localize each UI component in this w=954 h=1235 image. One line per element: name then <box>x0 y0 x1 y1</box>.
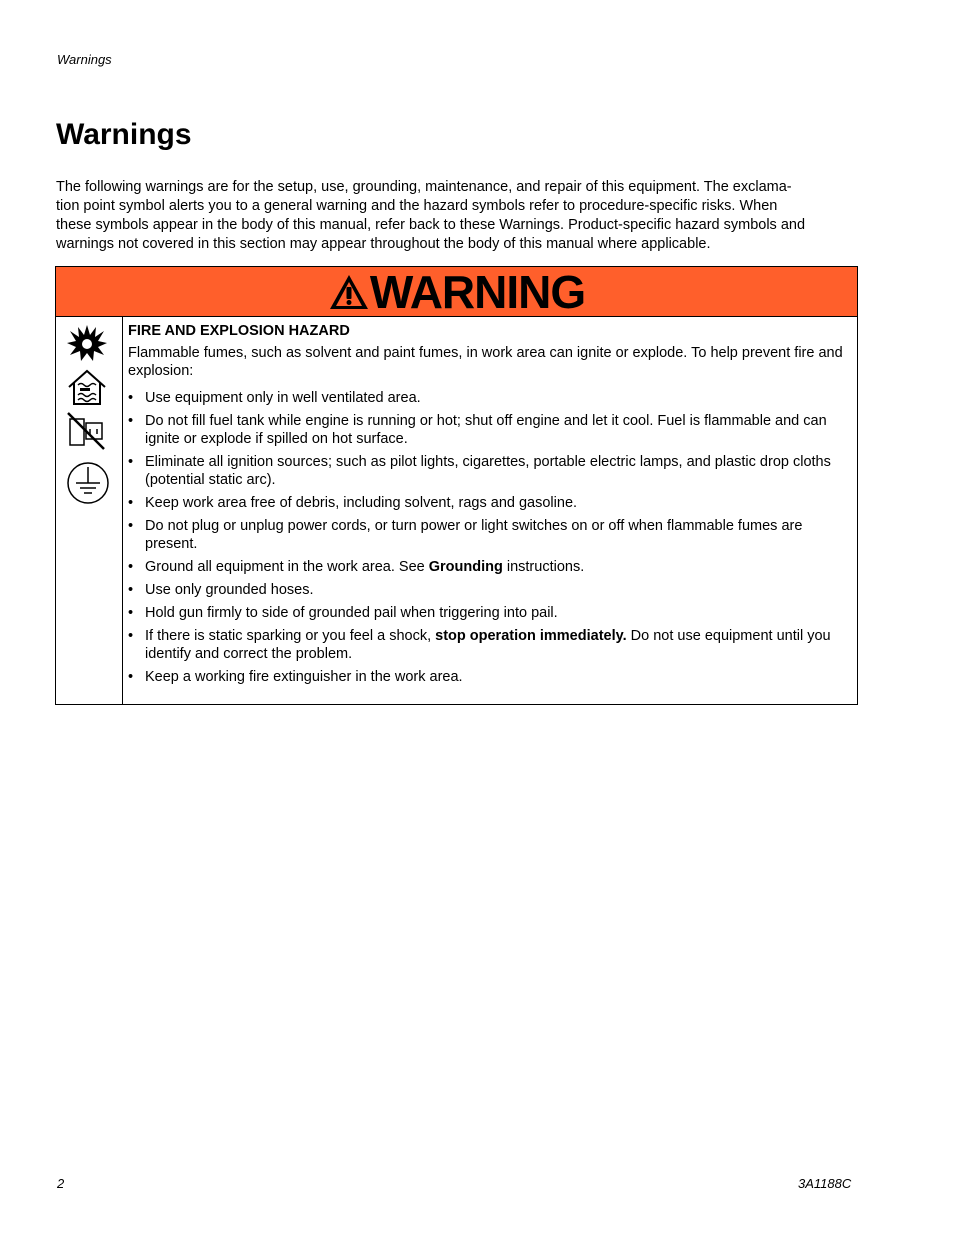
hazard-description: Flammable fumes, such as solvent and paint fumes, in work area can ignite or explode. To help prevent fire and explosion: <box>128 345 843 379</box>
hazard-bullet-item <box>128 668 843 686</box>
bullet-text: Keep work area free of debris, including solvent, rags and gasoline. <box>145 495 578 511</box>
running-head: Warnings <box>57 52 112 67</box>
bullet-text: Use equipment only in well ventilated area. <box>145 390 421 406</box>
explosion-icon <box>66 323 108 363</box>
hazard-title: FIRE AND EXPLOSION HAZARD <box>128 323 350 339</box>
document-id: 3A1188C <box>798 1176 852 1191</box>
bullet-text: Ground all equipment in the work area. See <box>145 559 429 575</box>
intro-paragraph <box>56 178 856 254</box>
hazard-text-column <box>123 317 857 705</box>
ventilation-house-icon <box>66 367 108 407</box>
ground-icon <box>66 461 110 505</box>
warning-table <box>55 266 858 705</box>
bullet-text: Hold gun firmly to side of grounded pail when triggering into pail. <box>145 605 558 621</box>
hazard-bullet-item <box>128 604 843 622</box>
hazard-icon-column <box>56 317 123 705</box>
page-number: 2 <box>57 1176 65 1191</box>
hazard-bullet-item <box>128 389 843 407</box>
hazard-bullet-item <box>128 558 843 576</box>
bullet-text: Do not use equipment until you identify and correct the problem. <box>145 628 831 662</box>
bullet-text: If there is static sparking or you feel a shock, <box>145 628 436 644</box>
intro-line: these symbols appear in the body of this manual, refer back to these Warnings. Product-specific hazard symbols and <box>56 217 806 233</box>
no-plug-switch-icon <box>66 411 108 451</box>
hazard-bullet-item <box>128 517 843 553</box>
bullet-text: instructions. <box>502 559 585 575</box>
hazard-bullet-item <box>128 581 843 599</box>
bullet-text: Do not fill fuel tank while engine is running or hot; shut off engine and let it cool. Fuel is flammable and can ignite or explode if spilled on hot surface. <box>145 413 827 447</box>
bullet-text: Do not plug or unplug power cords, or turn power or light switches on or off when flammable fumes are present. <box>145 518 803 552</box>
bullet-emphasis: Grounding <box>428 559 503 575</box>
warning-body <box>56 317 857 705</box>
exclamation-triangle-icon <box>328 273 370 311</box>
bullet-text: Use only grounded hoses. <box>145 582 314 598</box>
bullet-emphasis: stop operation immediately. <box>435 628 627 644</box>
warning-word: WARNING <box>369 265 586 318</box>
intro-line: The following warnings are for the setup, use, grounding, maintenance, and repair of this equipment. The exclama- <box>56 179 792 195</box>
hazard-bullet-item <box>128 453 843 489</box>
hazard-bullet-list <box>128 389 843 686</box>
page-title: Warnings <box>56 118 192 151</box>
bullet-text: Eliminate all ignition sources; such as pilot lights, cigarettes, portable electric lamps, and plastic drop cloths (potential static arc). <box>145 454 831 488</box>
warning-header <box>56 267 857 317</box>
hazard-bullet-item <box>128 494 843 512</box>
hazard-bullet-item <box>128 627 843 663</box>
intro-line: warnings not covered in this section may appear throughout the body of this manual where applicable. <box>56 236 711 252</box>
bullet-text: Keep a working fire extinguisher in the work area. <box>145 669 463 685</box>
intro-line: tion point symbol alerts you to a general warning and the hazard symbols refer to procedure-specific risks. When <box>56 198 778 214</box>
hazard-bullet-item <box>128 412 843 448</box>
